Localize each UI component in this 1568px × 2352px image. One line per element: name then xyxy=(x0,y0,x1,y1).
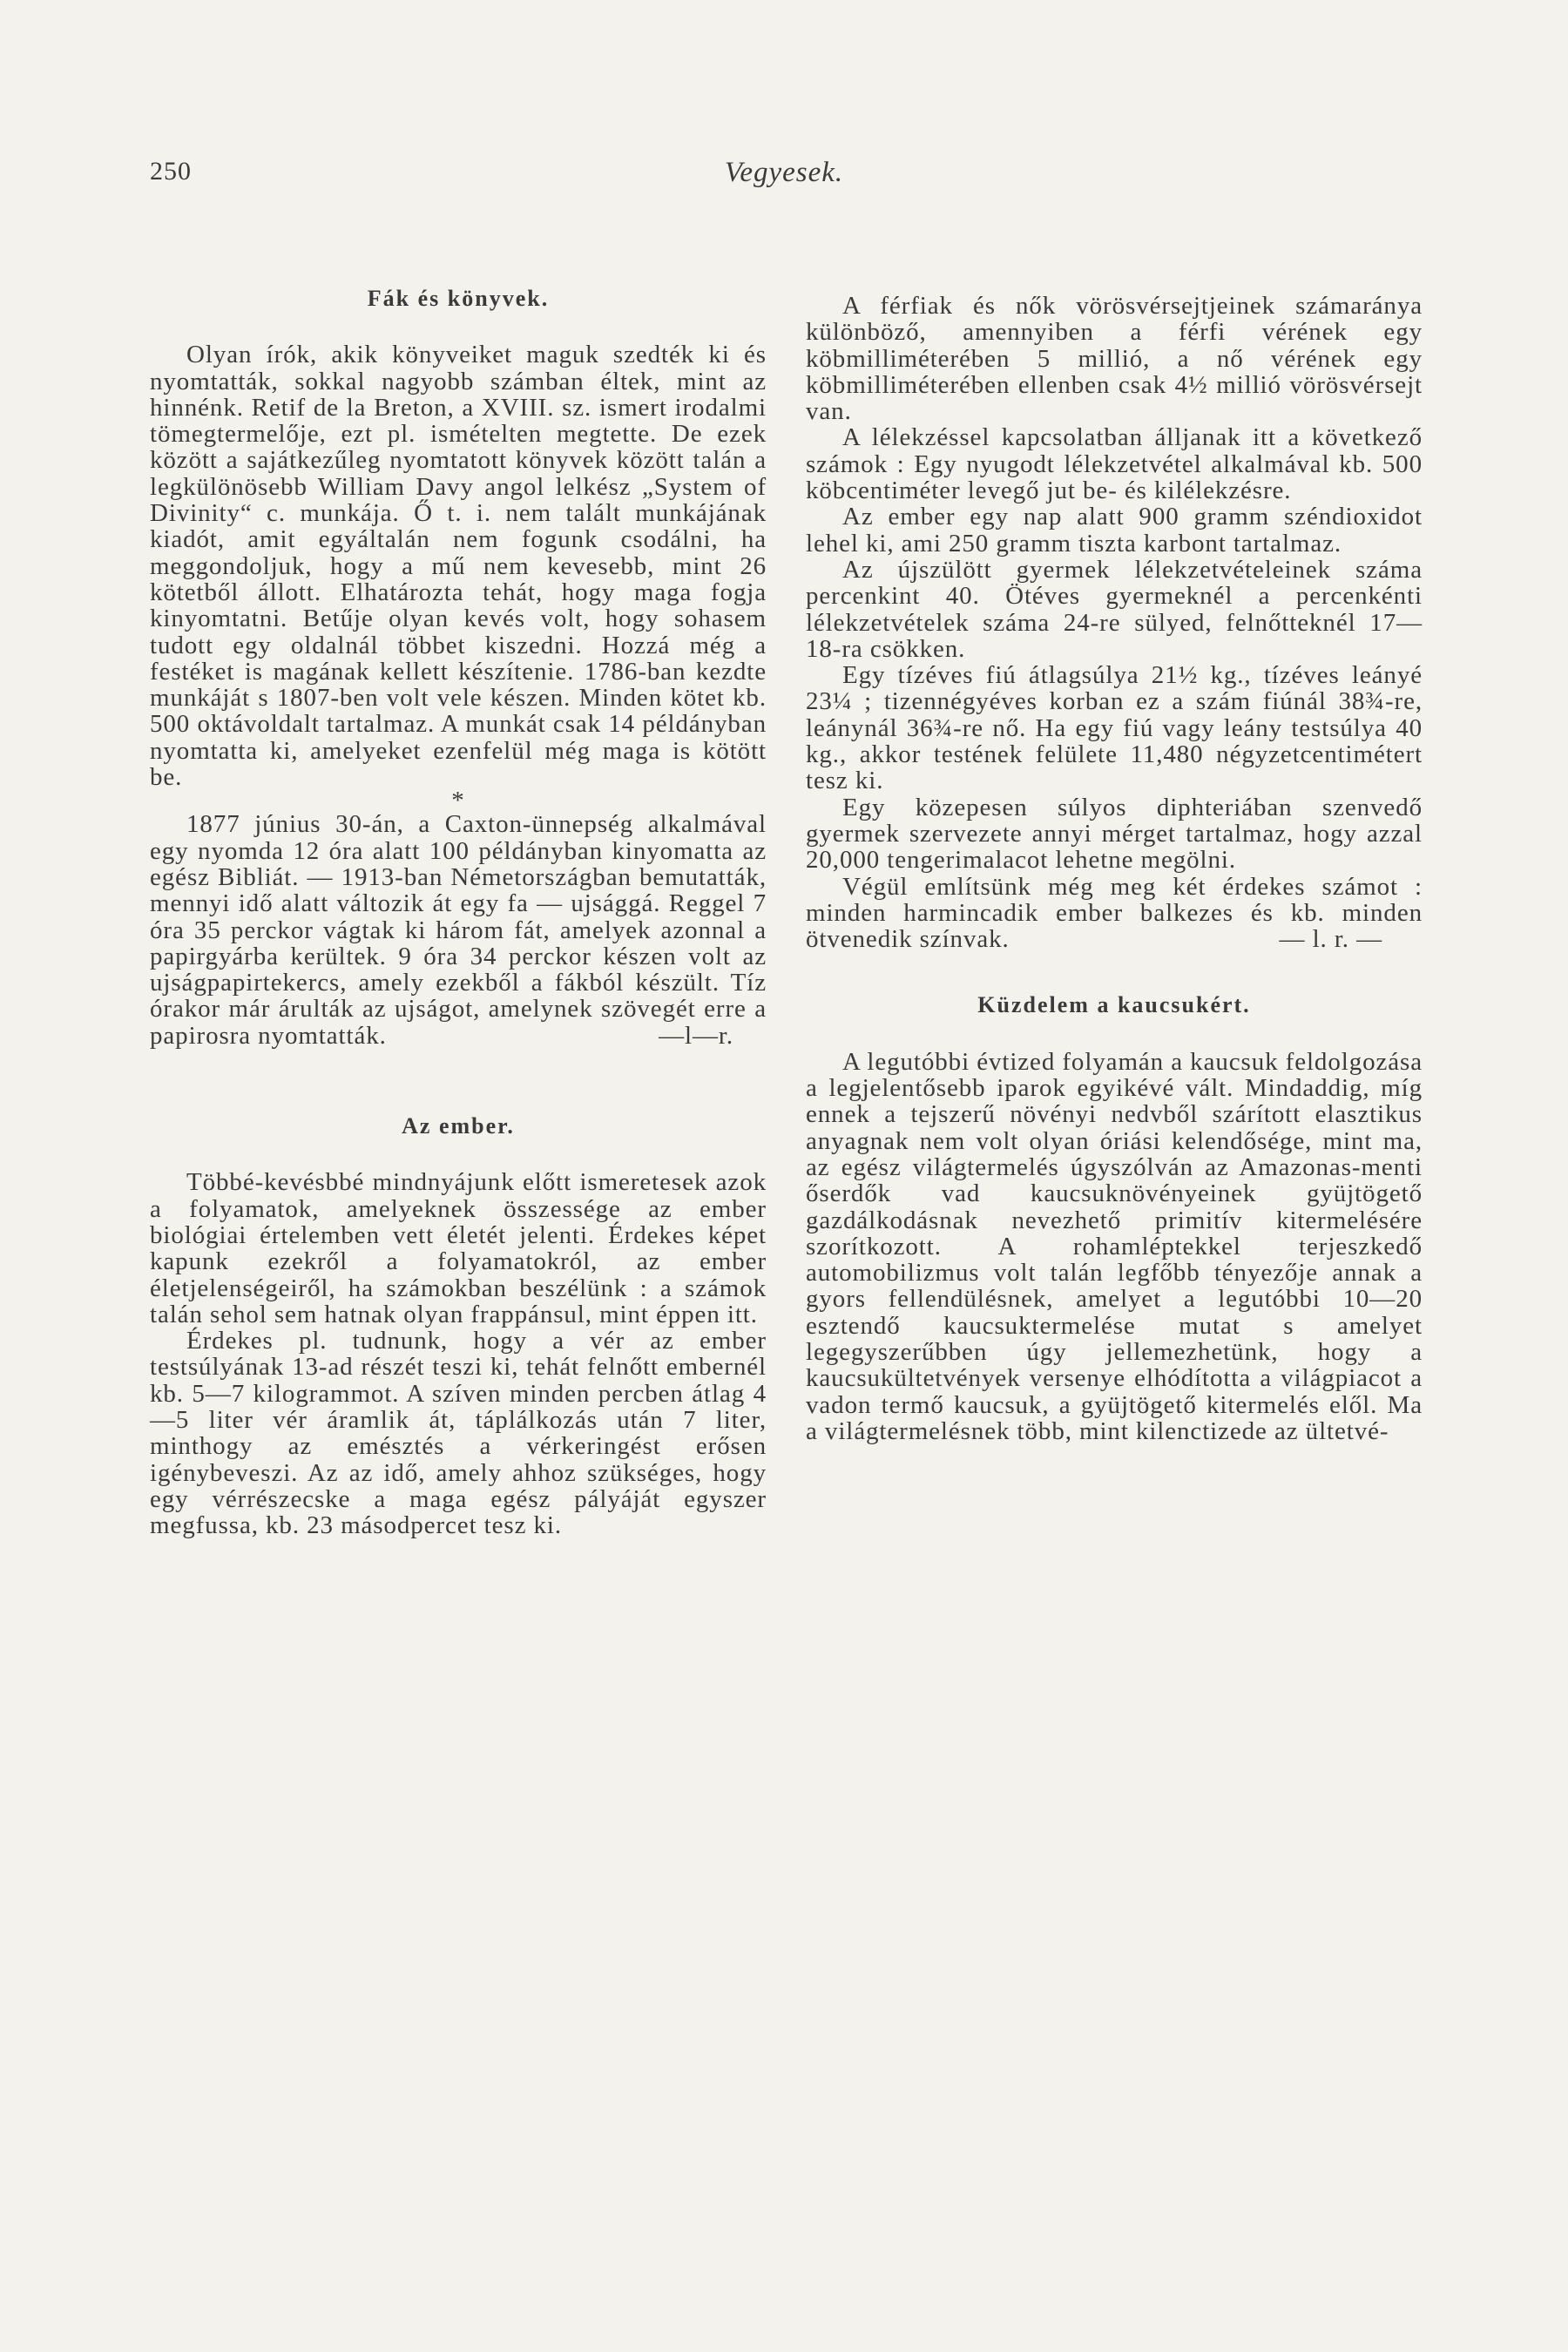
paragraph-text: Végül említsünk még meg két érdekes számot : minden harmincadik ember balkezes és kb. minden ötvenedik színvak. xyxy=(806,872,1423,954)
paragraph: A lélekzéssel kapcsolatban álljanak itt a következő számok : Egy nyugodt lélekzetvétel alkalmával kb. 500 köbcentiméter levegő jut be- és kilélekzésre. xyxy=(806,423,1423,505)
right-column xyxy=(806,293,1423,1444)
paragraph: Az újszülött gyermek lélekzetvételeinek száma percenkint 40. Ötéves gyermeknél a percenkénti lélekzetvételek száma 24-re sülyed, felnőtteknél 17—18-ra csökken. xyxy=(806,555,1423,663)
running-title: Vegyesek. xyxy=(724,157,844,188)
paragraph: A férfiak és nők vörösvérsejtjeinek számaránya különböző, amennyiben a férfi vérének egy köbmilliméterében 5 millió, a nő vérének egy köbmilliméterében ellenben csak 4½ millió vörösvérsejt van. xyxy=(806,292,1423,426)
paragraph: Az ember egy nap alatt 900 gramm széndioxidot lehel ki, ami 250 gramm tiszta karbont tartalmaz. xyxy=(806,503,1423,558)
paragraph-text: 1877 június 30-án, a Caxton-ünnepség alkalmával egy nyomda 12 óra alatt 100 példányban kinyomatta az egész Bibliát. — 1913-ban Németországban bemutatták, mennyi idő alatt változik át egy fa — ujsággá. Reggel 7 óra 35 perckor vágtak ki három fát, amelyek azonnal a papirgyárba kerültek. 9 óra 34 perckor készen volt az ujságpapirtekercs, amely ezekből a fákból készült. Tíz órakor már árulták az ujságot, amelynek szövegét erre a papirosra nyomtatták. xyxy=(150,810,767,1050)
paragraph: A legutóbbi évtized folyamán a kaucsuk feldolgozása a legjelentősebb iparok egyikévé vált. Mindaddig, míg ennek a tejszerű növényi nedvből szárított elasztikus anyagnak nem volt olyan óriási kelendősége, mint ma, az egész világtermelés úgyszólván az Amazonas-menti őserdők vad kaucsuknövényeinek gyüjtögető gazdálkodásnak nevezhető primitív kitermelésére szorítkozott. A rohamléptekkel terjeszkedő automobilizmus volt talán legfőbb tényezője annak a gyors fellendülésnek, amelyet a legutóbbi 10—20 esztendő kaucsuktermelése mutat s amelyet legegyszerűbben úgy jellemezhetünk, hogy a kaucsukültetvények versenye elhódította a világpiacot a vadon termő kaucsuk, a gyüjtögető kitermelés elől. Ma a világtermelésnek több, mint kilenctizede az ültetvé- xyxy=(806,1047,1423,1445)
author-signature: —l—r. xyxy=(659,1021,733,1050)
paragraph: Egy tízéves fiú átlagsúlya 21½ kg., tízéves leányé 23¼ ; tizennégyéves korban ez a szám fiúnál 38¾-re, leánynál 36¾-re nő. Ha egy fiú vagy leány testsúlya 40 kg., akkor testének felülete 11,480 négyzetcentimétert tesz ki. xyxy=(806,661,1423,795)
author-signature: — l. r. — xyxy=(1279,925,1382,954)
section-separator: * xyxy=(451,787,465,815)
left-column xyxy=(150,237,767,1538)
paragraph: Többé-kevésbbé mindnyájunk előtt ismeretesek azok a folyamatok, amelyeknek összessége az ember biológiai értelemben vett életét jelenti. Érdekes képet kapunk ezekről a folyamatokról, az ember életjelenségeiről, ha számokban beszélünk : a számok talán sehol sem hatnak olyan frappánsul, mint éppen itt. xyxy=(150,1168,767,1328)
article-title-rubber: Küzdelem a kaucsukért. xyxy=(977,992,1251,1018)
paragraph xyxy=(150,811,767,1049)
page-number: 250 xyxy=(150,157,192,186)
paragraph: Érdekes pl. tudnunk, hogy a vér az ember testsúlyának 13-ad részét teszi ki, tehát felnőtt embernél kb. 5—7 kilogrammot. A szíven minden percben átlag 4—5 liter vér áramlik át, táplálkozás után 7 liter, minthogy az emésztés a vérkeringést erősen igénybeveszi. Az az idő, amely ahhoz szükséges, hogy egy vérrészecske a maga egész pályáját egyszer megfussa, kb. 23 másodpercet tesz ki. xyxy=(150,1327,767,1540)
article-title-trees-and-books: Fák és könyvek. xyxy=(367,286,550,311)
article-title-the-human: Az ember. xyxy=(402,1113,515,1139)
paragraph: Olyan írók, akik könyveiket maguk szedték ki és nyomtatták, sokkal nagyobb számban éltek, mint az hinnénk. Retif de la Breton, a XVIII. sz. ismert irodalmi tömegtermelője, ezt pl. ismételten megtette. De ezek között a sajátkezűleg nyomtatott könyvek között talán a legkülönösebb William Davy angol lelkész „System of Divinity“ c. munkája. Ő t. i. nem talált munkájának kiadót, amit egyáltalán nem fogunk csodálni, ha meggondoljuk, hogy a mű nem kevesebb, mint 26 kötetből állott. Elhatározta tehát, hogy maga fogja kinyomtatni. Betűje olyan kevés volt, hogy sohasem tudott egy oldalnál többet kiszedni. Hozzá még a festéket is magának kellett készítenie. 1786-ban kezdte munkáját s 1807-ben volt vele készen. Minden kötet kb. 500 oktávoldalt tartalmaz. A munkát csak 14 példányban nyomtatta ki, amelyeket ezenfelül még maga is kötött be. xyxy=(150,341,767,792)
paragraph: Egy közepesen súlyos diphteriában szenvedő gyermek szervezete annyi mérget tartalmaz, hogy azzal 20,000 tengerimalacot lehetne megölni. xyxy=(806,793,1423,875)
paragraph xyxy=(806,874,1423,953)
